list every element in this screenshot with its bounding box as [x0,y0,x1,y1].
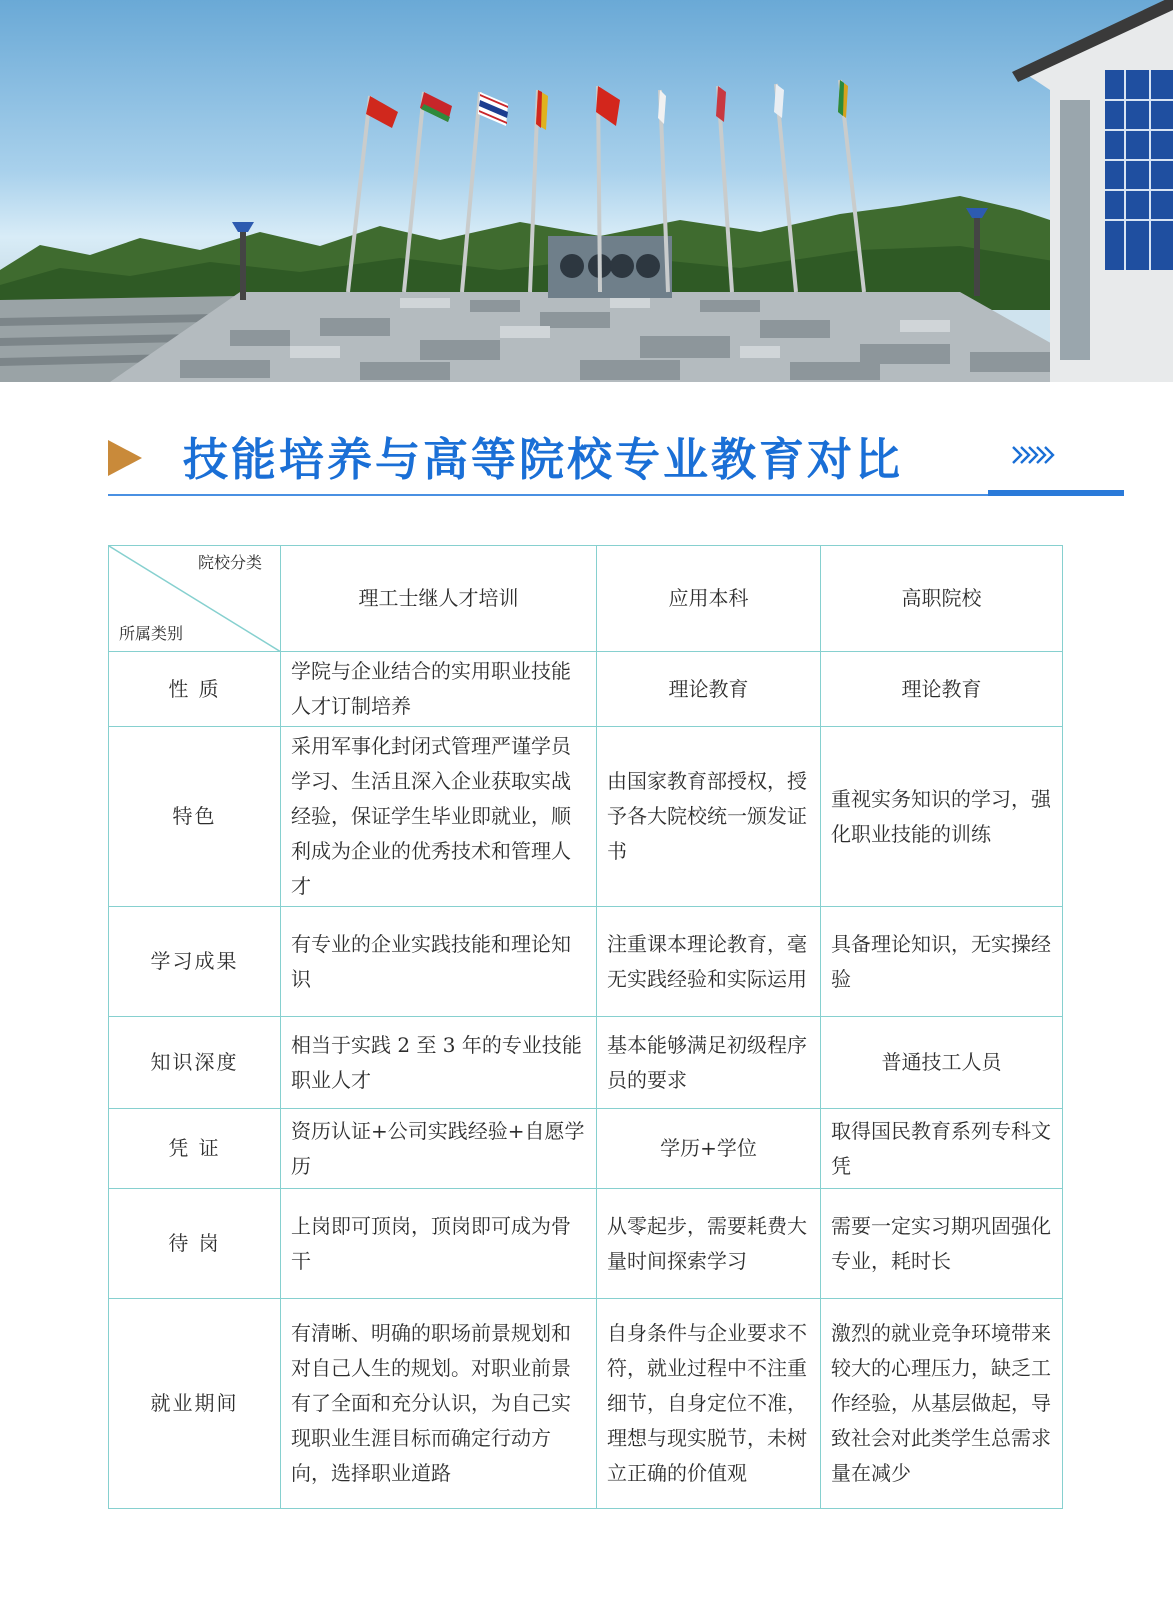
campus-photo-illustration [0,0,1173,382]
table-row [109,1109,1063,1189]
table-cell: 注重课本理论教育，毫无实践经验和实际运用 [597,907,821,1017]
comparison-table [108,545,1063,1509]
column-header-vocational-college: 高职院校 [821,546,1063,652]
row-label-learning-outcome: 学习成果 [109,907,281,1017]
corner-label-school-category: 院校分类 [197,553,262,572]
row-label-employment-period: 就业期间 [109,1299,281,1509]
table-cell: 取得国民教育系列专科文凭 [821,1109,1063,1189]
row-label-job-waiting: 待 岗 [109,1189,281,1299]
table-cell: 学历+学位 [597,1109,821,1189]
table-cell: 资历认证+公司实践经验+自愿学历 [281,1109,597,1189]
table-cell: 相当于实践 2 至 3 年的专业技能职业人才 [281,1017,597,1109]
table-row [109,1299,1063,1509]
table-cell: 采用军事化封闭式管理严谨学员学习、生活且深入企业获取实战经验，保证学生毕业即就业，顺利成为企业的优秀技术和管理人才 [281,727,597,907]
campus-flag-plaza-photo [0,0,1173,382]
table-row [109,1189,1063,1299]
row-label-credentials: 凭 证 [109,1109,281,1189]
column-header-training: 理工士继人才培训 [281,546,597,652]
table-cell: 自身条件与企业要求不符，就业过程中不注重细节，自身定位不准，理想与现实脱节，未树立正确的价值观 [597,1299,821,1509]
table-cell: 由国家教育部授权，授予各大院校统一颁发证书 [597,727,821,907]
table-header-row [109,546,1063,652]
row-label-nature: 性 质 [109,652,281,727]
table-cell: 普通技工人员 [821,1017,1063,1109]
table-cell: 理论教育 [597,652,821,727]
table-cell: 有专业的企业实践技能和理论知识 [281,907,597,1017]
row-label-knowledge-depth: 知识深度 [109,1017,281,1109]
table-cell: 具备理论知识，无实操经验 [821,907,1063,1017]
table-row [109,1017,1063,1109]
column-header-applied-undergrad: 应用本科 [597,546,821,652]
table-row [109,727,1063,907]
triangle-bullet-icon [108,440,142,476]
heading-underline-accent [988,490,1124,496]
table-cell: 重视实务知识的学习，强化职业技能的训练 [821,727,1063,907]
section-heading [108,432,1124,502]
page-title: 技能培养与高等院校专业教育对比 [183,433,904,486]
table-cell: 有清晰、明确的职场前景规划和对自己人生的规划。对职业前景有了全面和充分认识，为自己实现职业生涯目标而确定行动方向，选择职业道路 [281,1299,597,1509]
row-label-features: 特色 [109,727,281,907]
table-cell: 学院与企业结合的实用职业技能人才订制培养 [281,652,597,727]
heading-underline [108,494,988,496]
table-cell: 需要一定实习期巩固强化专业，耗时长 [821,1189,1063,1299]
table-row [109,907,1063,1017]
corner-label-category: 所属类别 [119,624,184,643]
diagonal-corner-cell [109,546,281,652]
table-cell: 从零起步，需要耗费大量时间探索学习 [597,1189,821,1299]
double-chevron-right-icon [1011,444,1059,466]
table-row [109,652,1063,727]
table-cell: 理论教育 [821,652,1063,727]
table-cell: 基本能够满足初级程序员的要求 [597,1017,821,1109]
table-cell: 上岗即可顶岗，顶岗即可成为骨干 [281,1189,597,1299]
table-cell: 激烈的就业竞争环境带来较大的心理压力，缺乏工作经验，从基层做起，导致社会对此类学生总需求量在减少 [821,1299,1063,1509]
